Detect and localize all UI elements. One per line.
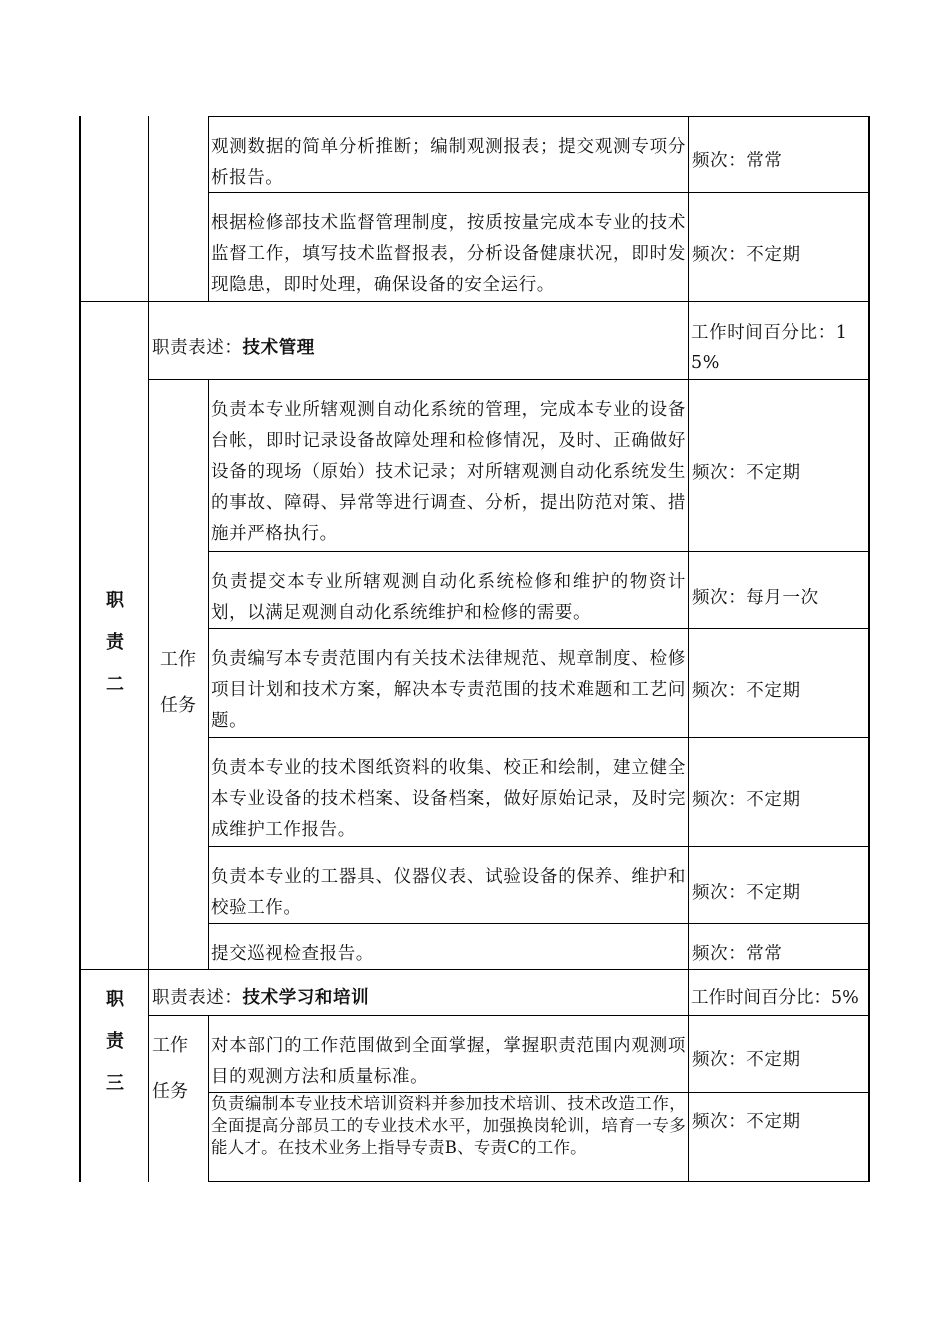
task-frequency: 频次：不定期 [692, 681, 801, 701]
task-text: 负责本专业的工器具、仪器仪表、试验设备的保养、维护和校验工作。 [211, 867, 686, 918]
table-border-left [79, 116, 81, 1182]
section-label [100, 979, 130, 1105]
time-percent: 工作时间百分比：15% [691, 323, 848, 373]
duty-description-prefix: 职责表述： [152, 338, 243, 358]
task-frequency: 频次：不定期 [692, 463, 801, 483]
duty-description-prefix: 职责表述： [152, 988, 243, 1008]
task-frequency: 频次：不定期 [692, 245, 801, 265]
row-sep-s2-d [208, 846, 869, 847]
col-sep-1 [148, 116, 149, 1182]
section-label-char: 责 [106, 1031, 124, 1052]
task-text: 负责编写本专责范围内有关技术法律规范、规章制度、检修项目计划和技术方案，解决本专责范围的技术难题和工艺问题。 [211, 649, 686, 731]
task-label [152, 1023, 188, 1115]
task-frequency: 频次：不定期 [692, 790, 801, 810]
section-label-char: 职 [106, 590, 124, 611]
row-sep-s2-desc [148, 379, 869, 380]
section-label-char: 三 [106, 1073, 124, 1094]
task-label-line: 工作 [152, 1035, 188, 1056]
task-text: 负责编制本专业技术培训资料并参加技术培训、技术改造工作，全面提高分部员工的专业技术水平，加强换岗轮训，培育一专多能人才。在技术业务上指导专责B、专责C的工作。 [211, 1094, 686, 1157]
row-sep-s2-c [208, 737, 869, 738]
task-text: 负责本专业的技术图纸资料的收集、校正和绘制，建立健全本专业设备的技术档案、设备档案，做好原始记录，及时完成维护工作报告。 [211, 758, 686, 840]
task-frequency: 频次：常常 [692, 944, 783, 964]
col-sep-2a [208, 116, 209, 301]
task-text: 负责提交本专业所辖观测自动化系统检修和维护的物资计划，以满足观测自动化系统维护和检修的需要。 [211, 572, 686, 623]
task-text: 根据检修部技术监督管理制度，按质按量完成本专业的技术监督工作，填写技术监督报表，分析设备健康状况，即时发现隐患，即时处理，确保设备的安全运行。 [211, 213, 686, 295]
section-label-char: 二 [106, 674, 124, 695]
duty-description-title: 技术学习和培训 [242, 988, 370, 1008]
task-frequency: 频次：不定期 [692, 883, 801, 903]
task-text: 负责本专业所辖观测自动化系统的管理，完成本专业的设备台帐，即时记录设备故障处理和检修情况，及时、正确做好设备的现场（原始）技术记录；对所辖观测自动化系统发生的事故、障碍、异常等进行调查、分析，提出防范对策、措施并严格执行。 [211, 400, 686, 544]
row-sep-s2-a [208, 551, 869, 552]
col-sep-3 [688, 116, 689, 1182]
section-label-char: 职 [106, 989, 124, 1010]
section-label-char: 责 [106, 632, 124, 653]
task-frequency: 频次：不定期 [692, 1112, 801, 1132]
duty-description-title: 技术管理 [242, 338, 315, 358]
col-sep-2c [208, 1015, 209, 1182]
row-sep-s3-desc [148, 1015, 869, 1016]
task-label-line: 工作 [160, 649, 196, 670]
task-frequency: 频次：不定期 [692, 1050, 801, 1070]
col-sep-2b [208, 379, 209, 969]
row-sep-bottom [208, 1181, 869, 1182]
row-sep-top [208, 116, 869, 117]
section-label [100, 580, 130, 706]
row-sep-s2-start [79, 301, 869, 302]
task-frequency: 频次：每月一次 [692, 588, 819, 608]
duty-description [152, 983, 682, 1014]
task-label-line: 任务 [160, 695, 196, 716]
task-text: 提交巡视检查报告。 [211, 944, 374, 964]
task-frequency: 频次：常常 [692, 151, 783, 171]
table-border-right [868, 116, 870, 1182]
task-label-line: 任务 [152, 1081, 188, 1102]
time-percent: 工作时间百分比：5% [691, 988, 859, 1008]
task-text: 观测数据的简单分析推断；编制观测报表；提交观测专项分析报告。 [211, 137, 686, 188]
duty-description [152, 333, 682, 364]
task-text: 对本部门的工作范围做到全面掌握，掌握职责范围内观测项目的观测方法和质量标准。 [211, 1036, 686, 1087]
task-label [160, 637, 196, 729]
